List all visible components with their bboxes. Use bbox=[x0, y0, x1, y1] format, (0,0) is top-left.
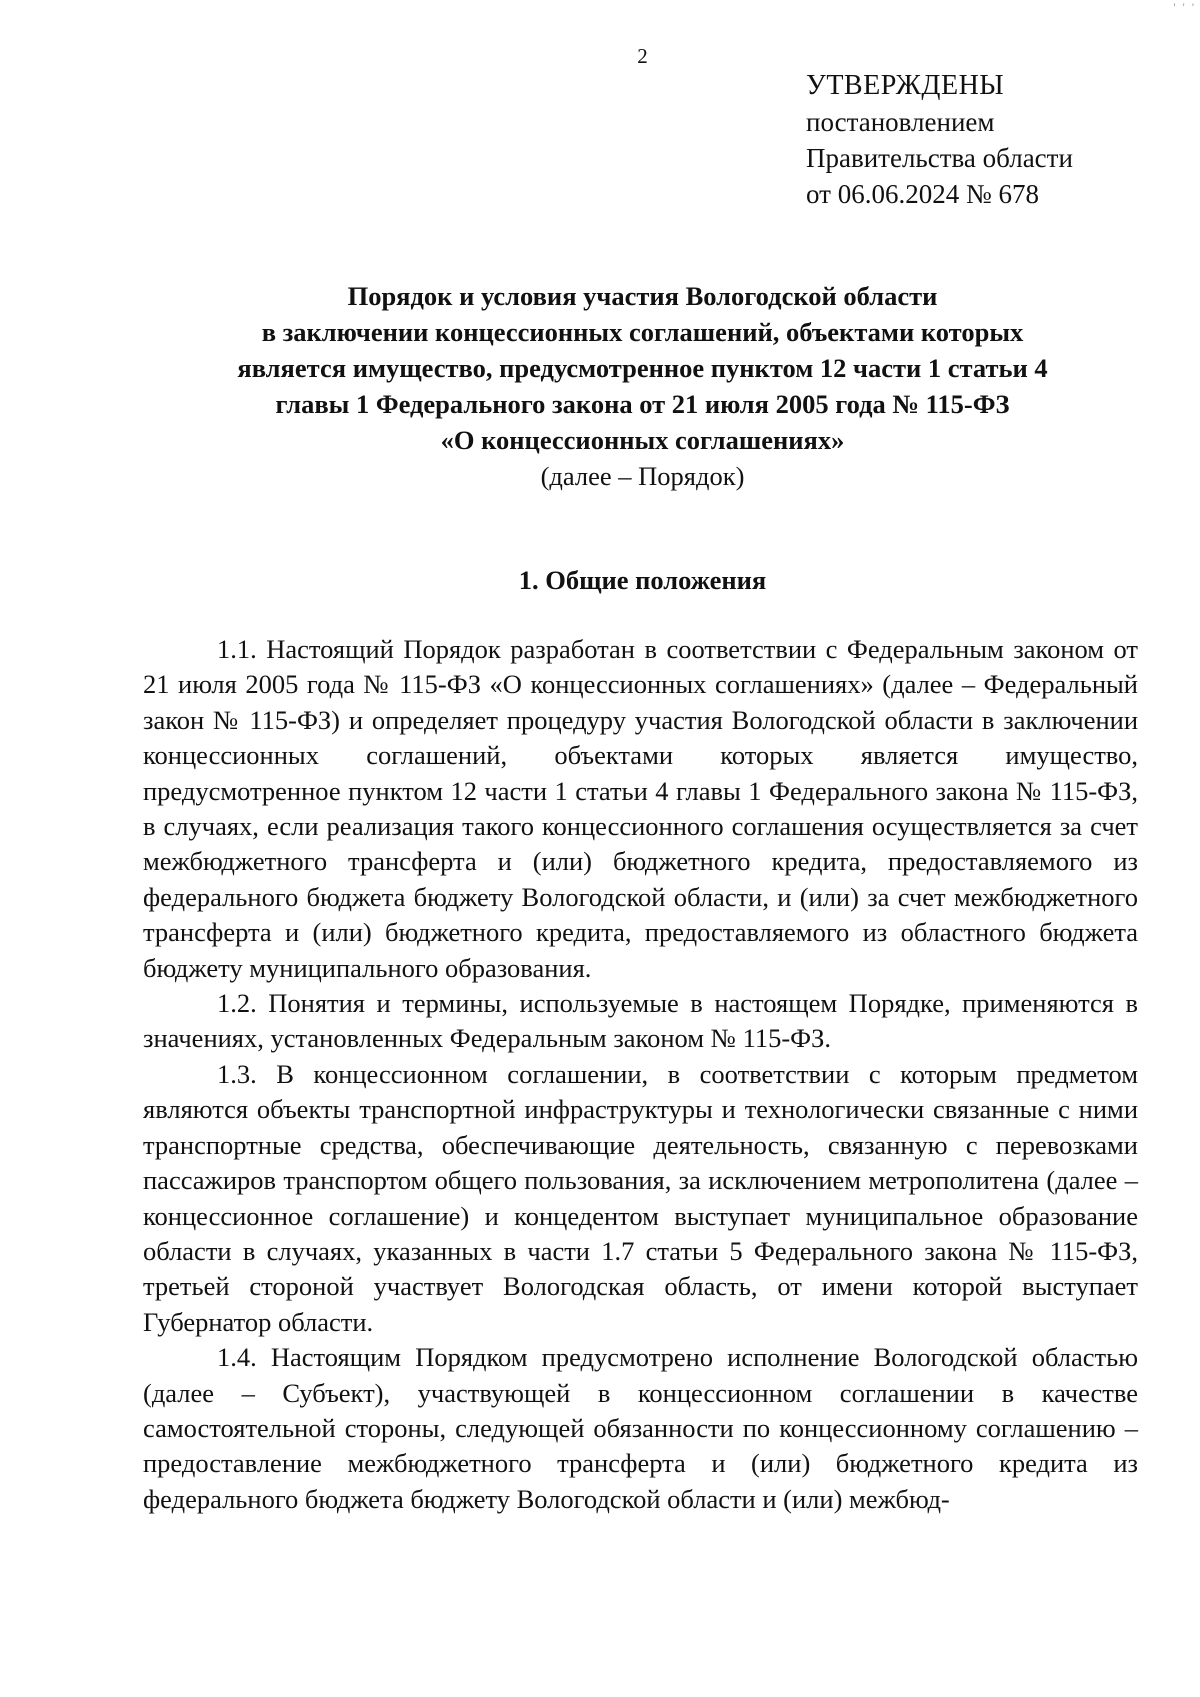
document-title-line-1: Порядок и условия участия Вологодской области bbox=[347, 281, 938, 311]
approval-line-2: Правительства области bbox=[806, 143, 1073, 173]
page-number: 2 bbox=[637, 44, 648, 68]
document-title-line-3: является имущество, предусмотренное пунктом 12 части 1 статьи 4 bbox=[237, 353, 1048, 383]
section-heading: 1. Общие положения bbox=[518, 565, 767, 595]
approval-block bbox=[806, 68, 1186, 212]
approval-line-1: постановлением bbox=[806, 107, 995, 137]
document-title-line-2: в заключении концессионных соглашений, объектами которых bbox=[261, 317, 1024, 347]
document-title-line-4: главы 1 Федерального закона от 21 июля 2005 года № 115-ФЗ bbox=[275, 389, 1010, 419]
document-subtitle: (далее – Порядок) bbox=[540, 461, 745, 491]
paragraph-1-1: 1.1. Настоящий Порядок разработан в соответствии с Федеральным законом от 21 июля 2005 года № 115-ФЗ «О концессионных соглашениях» (далее – Федеральный закон № 115-ФЗ) и определяет процедуру участия Вологодской области в заключении концессионных соглашений, объектами которых является имущество, предусмотренное пунктом 12 части 1 статьи 4 главы 1 Федерального закона № 115-ФЗ, в случаях, если реализация такого концессионного соглашения осуществляется за счет межбюджетного трансферта и (или) бюджетного кредита, предоставляемого из федерального бюджета бюджету Вологодской области, и (или) за счет межбюджетного трансферта и (или) бюджетного кредита, предоставляемого из областного бюджета бюджету муниципального образования. bbox=[143, 634, 1138, 983]
section-body bbox=[143, 632, 1138, 1517]
corner-scan-mark: ' ' ' bbox=[1173, 0, 1196, 14]
paragraph-1-4: 1.4. Настоящим Порядком предусмотрено исполнение Вологодской областью (далее – Субъект), участвующей в концессионном соглашении в качестве самостоятельной стороны, следующей обязанности по концессионному соглашению – предоставление межбюджетного трансферта и (или) бюджетного кредита из федерального бюджета бюджету Вологодской области и (или) межбюд- bbox=[143, 1342, 1138, 1514]
approval-line-3: от 06.06.2024 № 678 bbox=[806, 179, 1039, 209]
paragraph-1-2: 1.2. Понятия и термины, используемые в настоящем Порядке, применяются в значениях, установленных Федеральным законом № 115-ФЗ. bbox=[143, 988, 1138, 1054]
document-title-line-5: «О концессионных соглашениях» bbox=[440, 425, 845, 455]
paragraph-1-3: 1.3. В концессионном соглашении, в соответствии с которым предметом являются объекты транспортной инфраструктуры и технологически связанные с ними транспортные средства, обеспечивающие деятельность, связанную с перевозками пассажиров транспортом общего пользования, за исключением метрополитена (далее – концессионное соглашение) и концедентом выступает муниципальное образование области в случаях, указанных в части 1.7 статьи 5 Федерального закона № 115-ФЗ, третьей стороной участвует Вологодская область, от имени которой выступает Губернатор области. bbox=[143, 1058, 1138, 1337]
document-title bbox=[150, 278, 1135, 458]
approval-title: УТВЕРЖДЕНЫ bbox=[806, 70, 1005, 101]
